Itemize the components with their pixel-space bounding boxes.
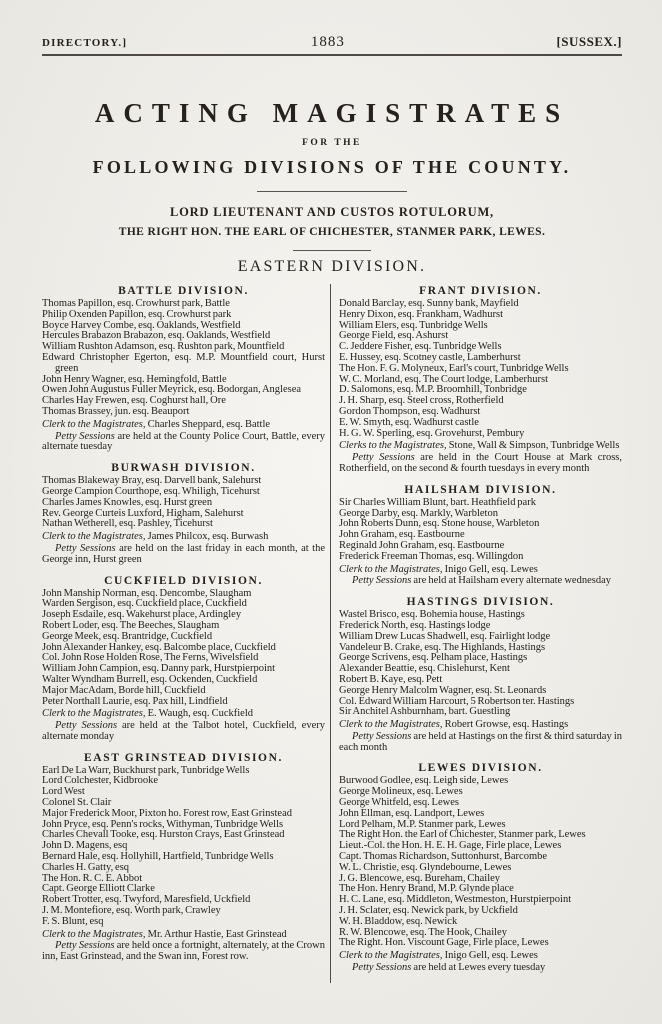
petty-sessions-line [339,453,622,475]
petty-sessions-label: Petty Sessions [352,575,412,587]
clerk-label: Clerk to the Magistrates, [339,719,443,731]
member-entry: Boyce Harvey Combe, esq. Oaklands, Westfield [42,319,241,331]
petty-sessions-value: are held at the Talbot hotel, Cuckfield, every alternate monday [42,720,325,742]
member-entry: Charles Chevall Tooke, esq. Hurston Crays, East Grinstead [42,829,285,841]
member-entry: Reginald John Graham, esq. Eastbourne [339,539,505,551]
member-entry: William Drew Lucas Shadwell, esq. Fairlight lodge [339,630,551,642]
member-entry: Burwood Godlee, esq. Leigh side, Lewes [339,775,509,787]
member-entry: D. Salomons, esq. M.P. Broomhill, Tonbridge [339,384,527,396]
member-entry: George Campion Courthope, esq. Whiligh, Ticehurst [42,485,260,497]
division-hailsham [339,484,622,587]
member-entry: Capt. George Elliott Clarke [42,883,155,895]
section-heading-eastern-division: EASTERN DIVISION. [237,258,427,275]
petty-sessions-value: are held in the Court House at Mark cross, Rotherfield, on the second & fourth tuesdays in every month [339,452,623,474]
division-heading: BATTLE DIVISION. [118,285,249,297]
clerk-label: Clerk to the Magistrates, [42,418,146,430]
section-divider-rule [293,250,371,251]
petty-sessions-line [339,963,622,974]
member-list [42,299,325,418]
clerk-line [339,951,622,962]
member-entry: George Darby, esq. Markly, Warbleton [339,507,498,519]
petty-sessions-value: are held at Lewes every tuesday [411,962,546,974]
member-entry: Charles Hay Frewen, esq. Coghurst hall, Ore [42,395,226,407]
header-rule [42,54,622,56]
petty-sessions-label: Petty Sessions [352,962,412,974]
member-entry: George Scrivens, esq. Pelham place, Hastings [339,652,528,664]
member-list [339,299,622,439]
member-entry: Henry Dixon, esq. Frankham, Wadhurst [339,308,504,320]
petty-sessions-line [339,576,622,587]
member-entry: Robert B. Kaye, esq. Pett [339,673,443,685]
clerk-value: Inigo Gell, esq. Lewes [442,563,538,575]
running-head-year: 1883 [310,34,345,50]
clerk-value: Inigo Gell, esq. Lewes [442,950,538,962]
clerk-line [42,930,325,941]
petty-sessions-label: Petty Sessions [55,430,115,442]
member-entry: Lord Pelham, M.P. Stanmer park, Lewes [339,818,506,830]
running-head-left: DIRECTORY.] [42,37,128,49]
member-entry: Col. John Rose Holden Rose, The Ferns, Wivelsfield [42,652,259,664]
member-entry: John Alexander Hankey, esq. Balcombe place, Cuckfield [42,641,276,653]
clerk-line [339,565,622,576]
member-list [42,766,325,928]
clerk-value: E. Waugh, esq. Cuckfield [145,708,253,720]
member-entry: W. C. Morland, esq. The Court lodge, Lamberhurst [339,373,549,385]
petty-sessions-label: Petty Sessions [55,720,118,732]
division-lewes [339,762,622,973]
member-entry: The Hon. Henry Brand, M.P. Glynde place [339,883,514,895]
petty-sessions-value: are held at the County Police Court, Battle, every alternate tuesday [42,430,326,453]
member-entry: William John Campion, esq. Danny park, Hurstpierpoint [42,663,276,675]
member-entry: The Hon. R. C. E. Abbot [42,872,143,884]
member-entry: R. W. Blencowe, esq. The Hook, Chailey [339,926,507,938]
petty-sessions-value: are held at Hastings on the first & third saturday in each month [339,730,623,753]
member-entry: Alexander Beattie, esq. Chislehurst, Kent [339,663,510,675]
member-entry: John Henry Wagner, esq. Hemingfold, Battle [42,373,227,385]
member-entry: J. H. Sharp, esq. Steel cross, Rotherfield [339,395,504,407]
member-entry: John Ellman, esq. Landport, Lewes [339,807,485,819]
division-cuckfield [42,575,325,743]
member-entry: J. G. Blencowe, esq. Bureham, Chailey [339,872,501,884]
member-entry: Major Frederick Moor, Pixton ho. Forest row, East Grinstead [42,807,292,819]
petty-sessions-line [42,432,325,454]
division-frant [339,285,622,475]
member-entry: W. L. Christie, esq. Glyndebourne, Lewes [339,861,512,873]
clerk-label: Clerk to the Magistrates, [339,950,443,962]
member-entry: Philip Oxenden Papillon, esq. Crowhurst park [42,308,232,320]
clerk-value: Charles Sheppard, esq. Battle [145,418,271,430]
division-heading: FRANT DIVISION. [419,285,542,297]
clerk-line [42,709,325,720]
clerk-label: Clerk to the Magistrates, [42,531,146,543]
member-entry: Walter Wyndham Burrell, esq. Ockenden, Cuckfield [42,673,258,685]
member-entry: Earl De La Warr, Buckhurst park, Tunbridge Wells [42,764,250,776]
division-heading: LEWES DIVISION. [418,762,543,775]
member-entry: Col. Edward William Harcourt, 5 Robertson ter. Hastings [339,695,575,707]
member-entry: E. Hussey, esq. Scotney castle, Lamberhurst [339,351,521,363]
member-entry: Hercules Brabazon Brabazon, esq. Oaklands, Westfield [42,330,271,342]
left-column [42,282,330,983]
member-entry: Frederick Freeman Thomas, esq. Willingdon [339,550,524,562]
petty-sessions-line [42,941,325,963]
member-entry: Frederick North, esq. Hastings lodge [339,619,491,631]
member-entry: The Right Hon. the Earl of Chichester, Stanmer park, Lewes [339,829,586,841]
member-entry: John Manship Norman, esq. Dencombe, Slaugham [42,587,252,599]
member-list [42,476,325,530]
member-entry: Rev. George Curteis Luxford, Higham, Salehurst [42,507,244,519]
member-entry: Peter Northall Laurie, esq. Pax hill, Lindfield [42,695,228,707]
member-entry: Sir Charles William Blunt, bart. Heathfield park [339,496,536,508]
petty-sessions-line [339,732,622,754]
member-entry: John Roberts Dunn, esq. Stone house, Warbleton [339,518,540,530]
division-battle [42,285,325,453]
page-title: ACTING MAGISTRATES [94,98,570,128]
member-entry: Charles James Knowles, esq. Hurst green [42,496,213,508]
member-entry: Nathan Wetherell, esq. Pashley, Ticehurst [42,518,213,530]
member-entry: C. Jeddere Fisher, esq. Tunbridge Wells [339,341,502,353]
member-entry: Donald Barclay, esq. Sunny bank, Mayfield [339,298,519,309]
member-entry: George Whitfeld, esq. Lewes [339,797,459,809]
lord-lieutenant-name: THE RIGHT HON. THE EARL OF CHICHESTER, STANMER PARK, LEWES. [118,226,546,238]
division-heading: BURWASH DIVISION. [111,462,256,475]
member-list [339,498,622,563]
member-entry: E. W. Smyth, esq. Wadhurst castle [339,416,479,428]
member-entry: Vandeleur B. Crake, esq. The Highlands, Hastings [339,641,546,653]
petty-sessions-line [42,544,325,566]
clerk-value: Robert Growse, esq. Hastings [442,719,569,731]
member-entry: The Right. Hon. Viscount Gage, Firle place, Lewes [339,937,549,949]
member-entry: Wastel Brisco, esq. Bohemia house, Hastings [339,609,525,621]
division-heading: HASTINGS DIVISION. [406,596,555,609]
member-entry: John Graham, esq. Eastbourne [339,529,465,541]
petty-sessions-line [42,721,325,743]
running-head [42,34,622,51]
clerk-line [42,532,325,543]
petty-sessions-label: Petty Sessions [352,730,412,742]
petty-sessions-label: Petty Sessions [55,940,115,952]
member-entry: William Rushton Adamson, esq. Rushton park, Mountfield [42,341,285,353]
division-heading: HAILSHAM DIVISION. [404,483,557,496]
member-entry: The Hon. F. G. Molyneux, Earl's court, Tunbridge Wells [339,362,569,374]
member-entry: Gordon Thompson, esq. Wadhurst [339,405,481,417]
running-head-right: [SUSSEX.] [556,34,622,49]
member-entry: William Elers, esq. Tunbridge Wells [339,319,488,331]
member-entry: Capt. Thomas Richardson, Suttonhurst, Barcombe [339,851,548,863]
member-entry: Edward Christopher Egerton, esq. M.P. Mountfield court, Hurst green [42,351,325,374]
member-entry: Bernard Hale, esq. Hollyhill, Hartfield, Tunbridge Wells [42,851,274,863]
member-list [339,776,622,949]
clerk-label: Clerk to the Magistrates, [42,928,146,940]
column-divider-rule [330,284,331,983]
member-entry: George Field, esq. Ashurst [339,330,449,342]
division-burwash [42,462,325,565]
member-entry: George Henry Malcolm Wagner, esq. St. Leonards [339,684,547,696]
petty-sessions-value: are held at Hailsham every alternate wednesday [411,575,611,587]
member-entry: H. G. W. Sperling, esq. Grovehurst, Pembury [339,427,525,439]
member-entry: George Meek, esq. Brantridge, Cuckfield [42,630,213,642]
page-title-for-the: FOR THE [302,138,362,148]
member-entry: Thomas Papillon, esq. Crowhurst park, Battle [42,298,230,309]
division-heading: CUCKFIELD DIVISION. [104,574,263,587]
member-entry: H. C. Lane, esq. Middleton, Westmeston, Hurstpierpoint [339,894,572,906]
clerk-line [42,420,325,431]
lord-lieutenant-line: LORD LIEUTENANT AND CUSTOS ROTULORUM, [170,205,494,219]
member-entry: Thomas Blakeway Bray, esq. Darvell bank, Salehurst [42,475,262,487]
member-list [42,589,325,708]
member-entry: J. M. Montefiore, esq. Worth park, Crawley [42,905,221,917]
petty-sessions-value: are held on the last friday in each month, at the George inn, Hurst green [42,542,326,565]
clerk-line [339,720,622,731]
clerk-label: Clerks to the Magistrates, [339,440,447,452]
member-entry: Thomas Brassey, jun. esq. Beauport [42,405,190,417]
member-entry: Lord Colchester, Kidbrooke [42,775,159,787]
petty-sessions-value: are held once a fortnight, alternately, at the Crown inn, East Grinstead, and the Swan inn, Forest row. [42,940,326,963]
member-entry: Sir Anchitel Ashburnham, bart. Guestling [339,706,511,718]
member-entry: Joseph Esdaile, esq. Wakehurst place, Ardingley [42,609,242,621]
member-entry: J. H. Sclater, esq. Newick park, by Uckfield [339,905,518,917]
title-divider-rule [257,191,407,192]
petty-sessions-label: Petty Sessions [55,542,116,554]
member-entry: Major MacAdam, Borde hill, Cuckfield [42,684,206,696]
member-entry: F. S. Blunt, esq [42,915,104,927]
member-entry: Robert Loder, esq. The Beeches, Slaugham [42,619,220,631]
member-entry: W. H. Bladdow, esq. Newick [339,915,458,927]
clerk-line [339,441,622,452]
clerk-value: Mr. Arthur Hastie, East Grinstead [145,928,287,940]
member-entry: Robert Trotter, esq. Twyford, Maresfield, Uckfield [42,894,251,906]
petty-sessions-label: Petty Sessions [352,452,415,464]
two-column-body [42,282,622,983]
member-entry: George Molineux, esq. Lewes [339,786,463,798]
right-column [333,282,622,983]
clerk-value: Stone, Wall & Simpson, Tunbridge Wells [446,440,620,452]
member-entry: Lord West [42,786,85,798]
member-list [339,610,622,718]
division-hastings [339,596,622,753]
division-east-grinstead [42,752,325,963]
division-heading: EAST GRINSTEAD DIVISION. [84,751,283,764]
member-entry: John D. Magens, esq [42,840,128,852]
member-entry: Charles H. Gatty, esq [42,861,130,873]
member-entry: Owen John Augustus Fuller Meyrick, esq. Bodorgan, Anglesea [42,384,302,396]
clerk-label: Clerk to the Magistrates, [42,708,146,720]
page-subtitle: FOLLOWING DIVISIONS OF THE COUNTY. [92,157,572,177]
clerk-value: James Philcox, esq. Burwash [145,531,269,543]
member-entry: John Pryce, esq. Penn's rocks, Withyman, Tunbridge Wells [42,818,284,830]
member-entry: Warden Sergison, esq. Cuckfield place, Cuckfield [42,598,247,610]
clerk-label: Clerk to the Magistrates, [339,563,443,575]
member-entry: Lieut.-Col. the Hon. H. E. H. Gage, Firle place, Lewes [339,840,562,852]
member-entry: Colonel St. Clair [42,797,112,809]
